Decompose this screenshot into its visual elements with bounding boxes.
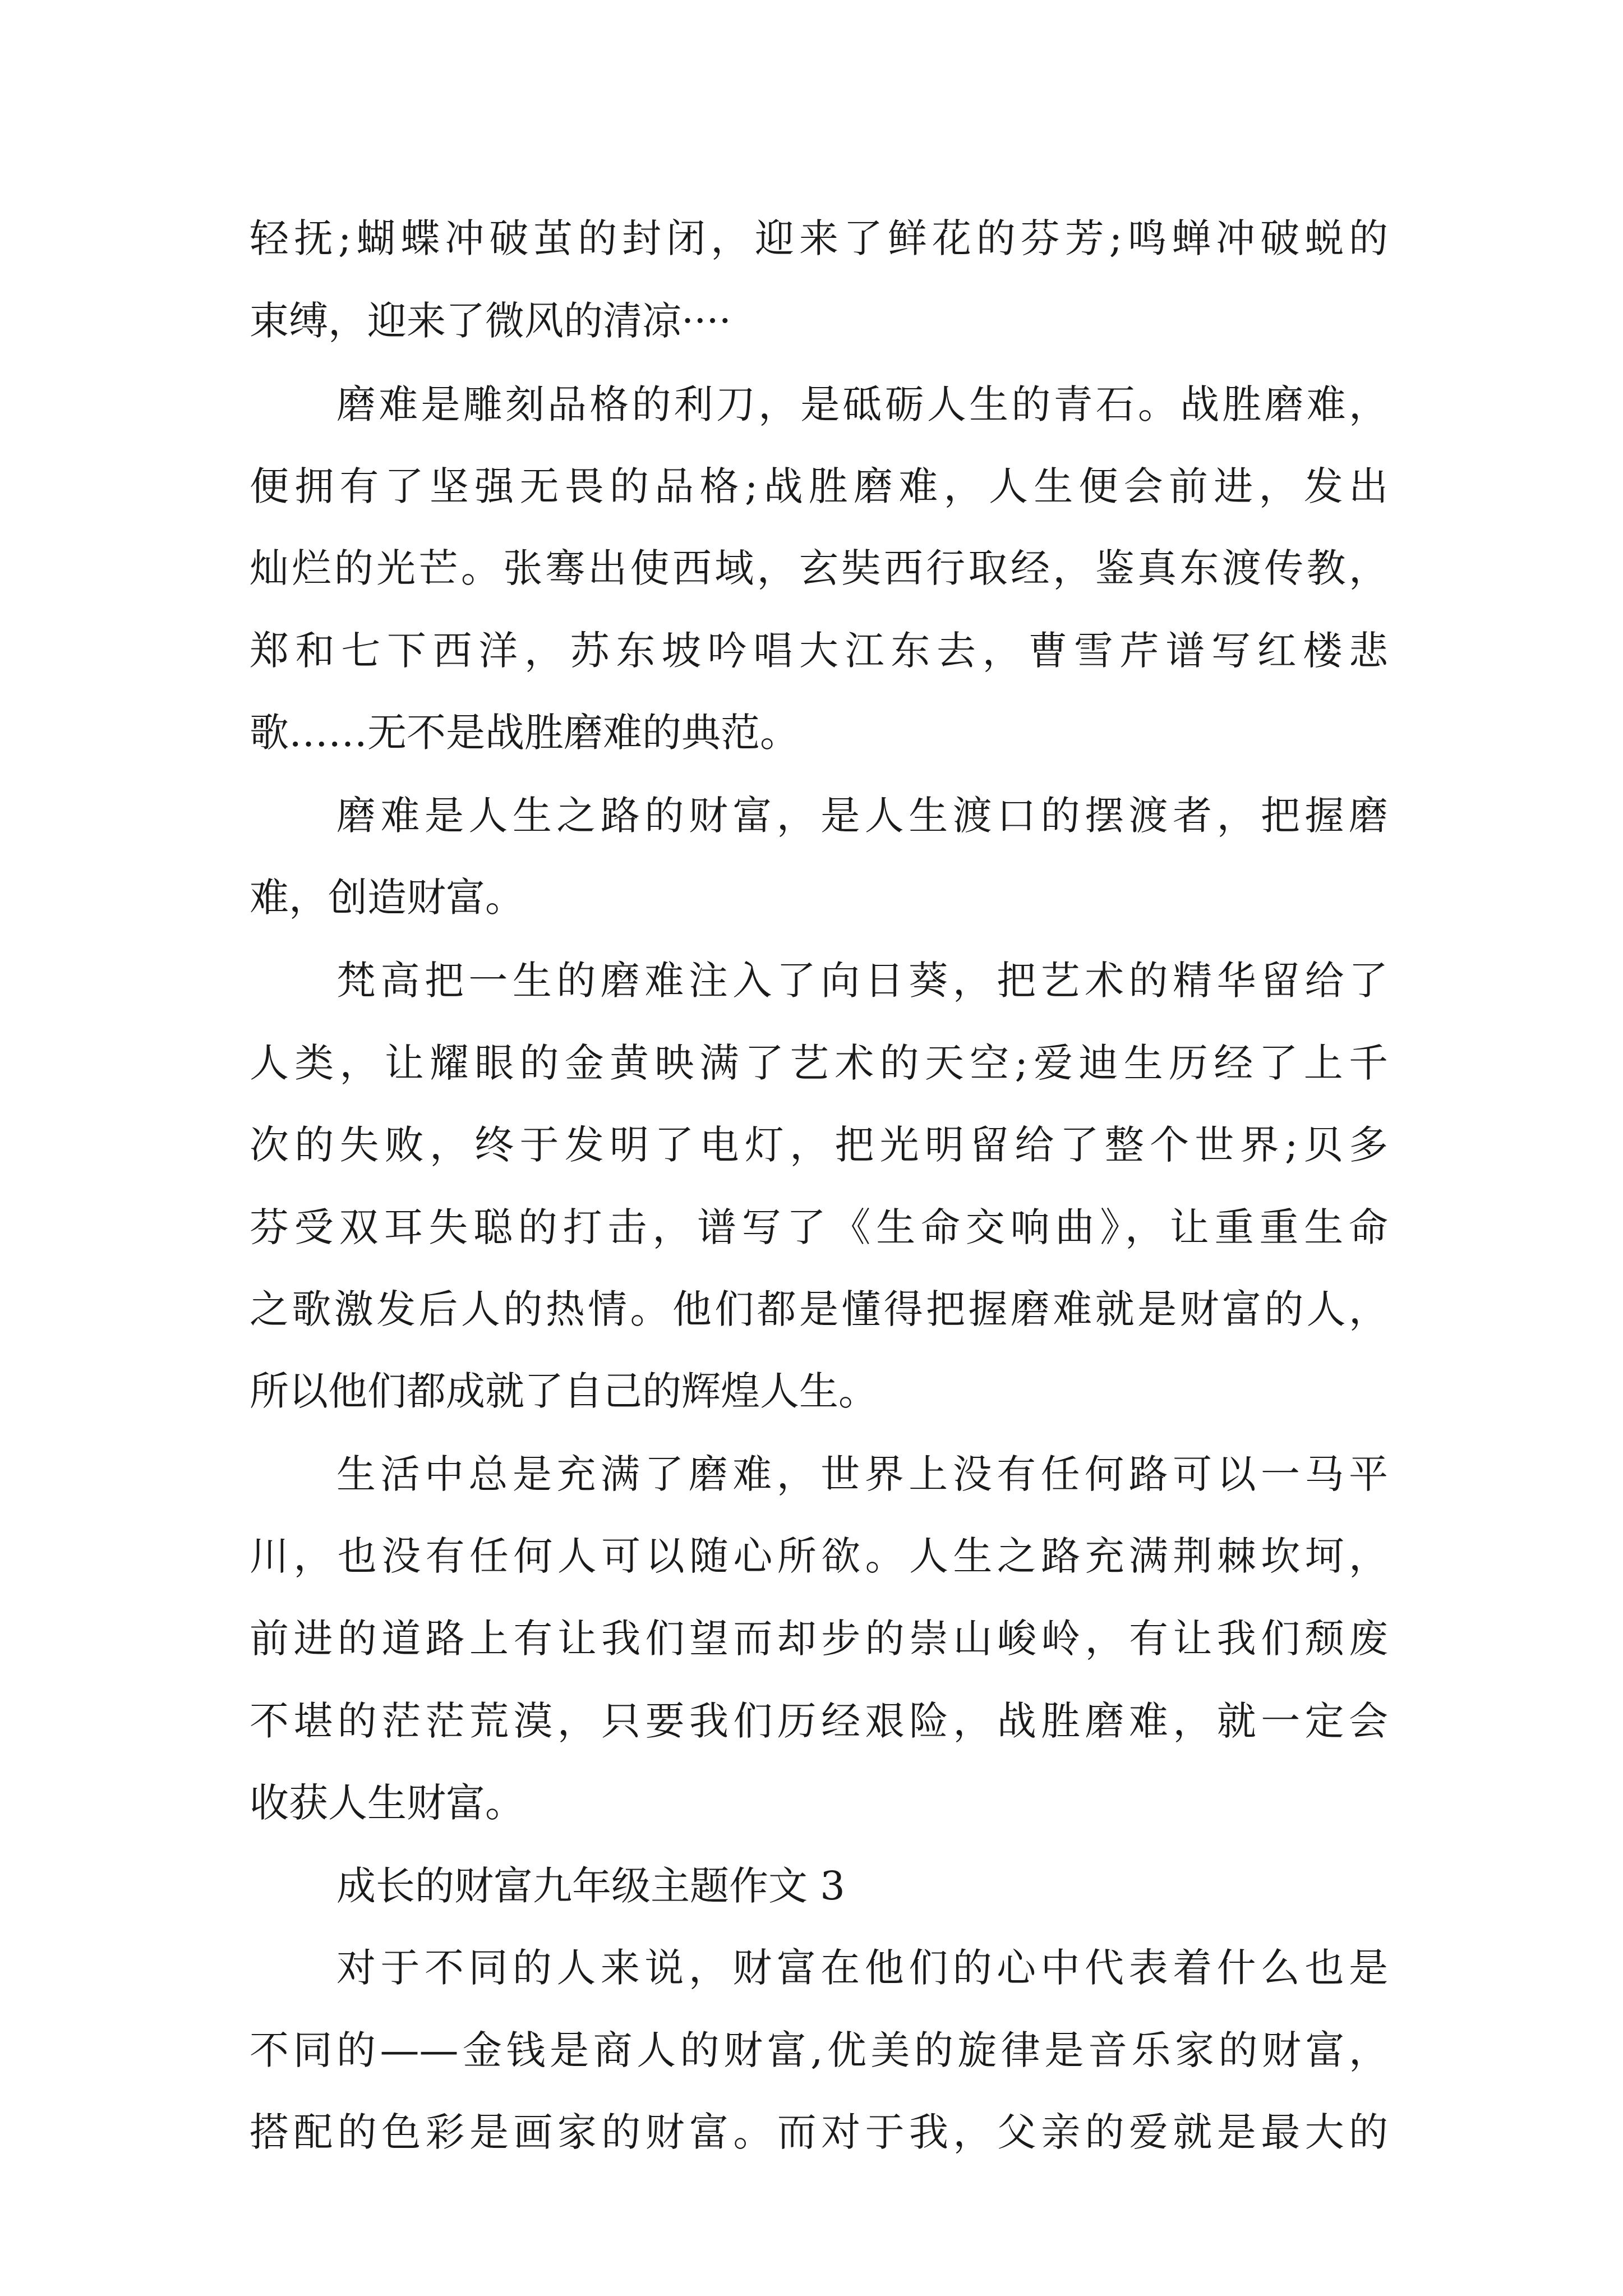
text-line: 磨难是人生之路的财富，是人生渡口的摆渡者，把握磨 xyxy=(336,793,1388,839)
text-line: 便拥有了坚强无畏的品格;战胜磨难，人生便会前进，发出 xyxy=(250,463,1388,509)
text-line: 搭配的色彩是画家的财富。而对于我，父亲的爱就是最大的 xyxy=(250,2109,1388,2155)
section-heading: 成长的财富九年级主题作文 3 xyxy=(336,1863,845,1909)
text-line: 生活中总是充满了磨难，世界上没有任何路可以一马平 xyxy=(336,1451,1388,1497)
text-line: 所以他们都成就了自己的辉煌人生。 xyxy=(250,1368,878,1414)
text-line: 磨难是雕刻品格的利刀，是砥砺人生的青石。战胜磨难， xyxy=(336,381,1388,427)
text-line: 对于不同的人来说，财富在他们的心中代表着什么也是 xyxy=(336,1945,1388,1991)
text-line: 不同的——金钱是商人的财富,优美的旋律是音乐家的财富， xyxy=(250,2027,1388,2073)
text-line: 难，创造财富。 xyxy=(250,875,524,921)
text-line: 郑和七下西洋，苏东坡吟唱大江东去，曹雪芹谱写红楼悲 xyxy=(250,628,1388,674)
text-line: 川，也没有任何人可以随心所欲。人生之路充满荆棘坎坷， xyxy=(250,1533,1388,1579)
text-line: 歌……无不是战胜磨难的典范。 xyxy=(250,710,799,756)
text-line: 次的失败，终于发明了电灯，把光明留给了整个世界;贝多 xyxy=(250,1122,1388,1168)
text-line: 梵高把一生的磨难注入了向日葵，把艺术的精华留给了 xyxy=(336,958,1388,1004)
text-line: 人类，让耀眼的金黄映满了艺术的天空;爱迪生历经了上千 xyxy=(250,1040,1388,1086)
text-line: 前进的道路上有让我们望而却步的崇山峻岭，有让我们颓废 xyxy=(250,1616,1388,1662)
text-line: 轻抚;蝴蝶冲破茧的封闭，迎来了鲜花的芬芳;鸣蝉冲破蜕的 xyxy=(250,215,1388,261)
text-line: 芬受双耳失聪的打击，谱写了《生命交响曲》，让重重生命 xyxy=(250,1204,1388,1250)
text-line: 收获人生财富。 xyxy=(250,1780,524,1826)
text-line: 灿烂的光芒。张骞出使西域，玄奘西行取经，鉴真东渡传教， xyxy=(250,545,1388,591)
text-line: 束缚，迎来了微风的清凉···· xyxy=(250,298,732,344)
text-line: 之歌激发后人的热情。他们都是懂得把握磨难就是财富的人， xyxy=(250,1286,1388,1332)
text-line: 不堪的茫茫荒漠，只要我们历经艰险，战胜磨难，就一定会 xyxy=(250,1698,1388,1744)
